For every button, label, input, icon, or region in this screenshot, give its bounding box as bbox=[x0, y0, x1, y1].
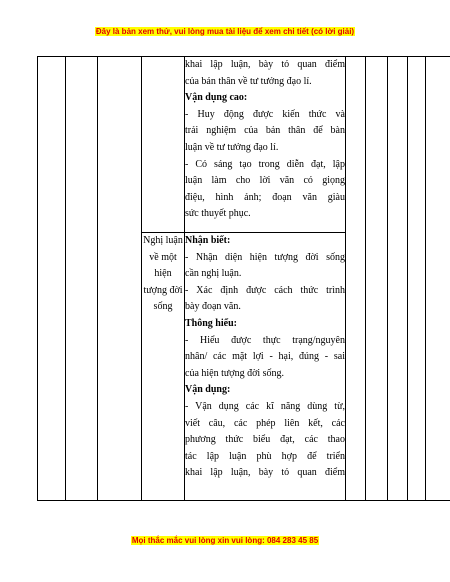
contact-banner: Mọi thắc mắc vui lòng xin vui lòng: 084 283 45 85 bbox=[131, 536, 319, 545]
text-line: - Huy động được kiến thức và bbox=[185, 108, 345, 120]
cell-empty bbox=[98, 57, 142, 501]
text-line: - Vận dụng các kĩ năng dùng từ, bbox=[185, 400, 345, 412]
cell-empty bbox=[142, 57, 185, 233]
level-heading: Thông hiểu: bbox=[185, 317, 237, 329]
text-line: luận làm cho lời văn có giọng bbox=[185, 175, 345, 187]
text-line: - Nhận diện hiện tượng đời sống bbox=[185, 251, 345, 263]
text-line: tác lập luận phù hợp để triển bbox=[185, 450, 345, 462]
text-line: - Có sáng tạo trong diễn đạt, lập bbox=[185, 158, 345, 170]
cell-empty bbox=[426, 57, 450, 501]
text-line: khai lập luận, bày tỏ quan điểm bbox=[185, 467, 345, 479]
cell-empty bbox=[408, 57, 426, 501]
level-heading: Vận dụng: bbox=[185, 384, 231, 396]
text-line: điệu, hình ảnh; đoạn văn giàu bbox=[185, 191, 345, 203]
cell-empty bbox=[346, 57, 366, 501]
text-line: viết câu, các phép liên kết, các bbox=[185, 417, 345, 429]
text-line: - Xác định được cách thức trình bbox=[185, 284, 345, 296]
cell-empty bbox=[388, 57, 408, 501]
competency-description bbox=[185, 57, 346, 233]
text-line: cần nghị luận. bbox=[185, 268, 242, 280]
text-line: - Hiểu được thực trạng/nguyên bbox=[185, 334, 345, 346]
cell-empty bbox=[38, 57, 66, 501]
table-row bbox=[38, 57, 450, 233]
topic-cell: Nghị luận về một hiện tượng đời sống bbox=[142, 233, 185, 501]
text-line: bày đoạn văn. bbox=[185, 301, 241, 313]
specification-table bbox=[37, 56, 450, 501]
text-line: trải nghiệm của bản thân để bàn bbox=[185, 125, 345, 137]
cell-empty bbox=[66, 57, 98, 501]
text-line: của hiện tượng đời sống. bbox=[185, 367, 285, 379]
competency-description bbox=[185, 233, 346, 501]
text-line: sức thuyết phục. bbox=[185, 208, 251, 220]
cell-empty bbox=[366, 57, 388, 501]
text-line: luận về tư tưởng đạo lí. bbox=[185, 141, 279, 153]
text-line: của bản thân về tư tưởng đạo lí. bbox=[185, 75, 312, 87]
text-line: khai lập luận, bày tỏ quan điểm bbox=[185, 59, 345, 70]
level-heading: Nhận biết: bbox=[185, 235, 231, 246]
preview-notice-banner: Đây là bản xem thử, vui lòng mua tài liệu để xem chi tiết (có lời giải) bbox=[95, 27, 355, 36]
text-line: nhân/ các mặt lợi - hại, đúng - sai bbox=[185, 351, 345, 363]
text-line: phương thức biểu đạt, các thao bbox=[185, 434, 345, 446]
level-heading: Vận dụng cao: bbox=[185, 92, 248, 104]
